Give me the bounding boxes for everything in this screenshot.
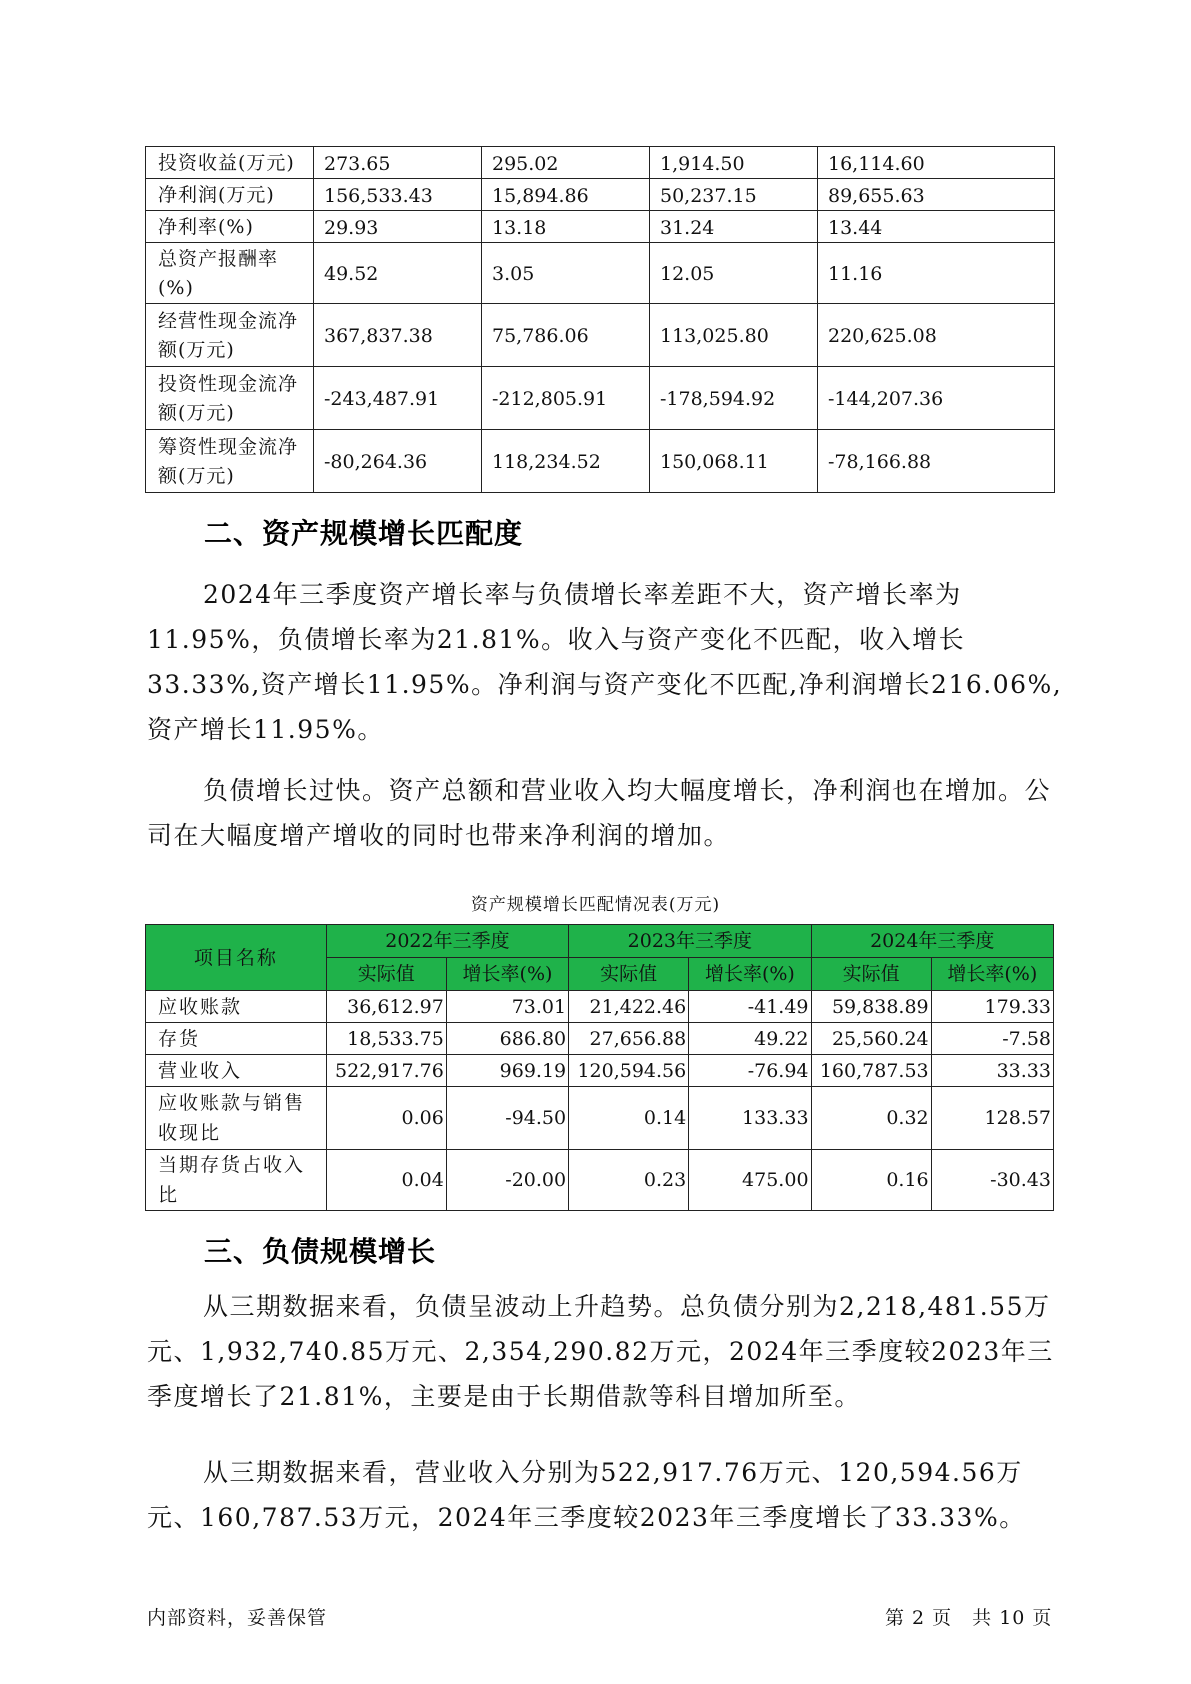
table-row: [146, 367, 1055, 430]
cell-value: 220,625.08: [818, 304, 1055, 367]
cell-value: 0.16: [811, 1150, 931, 1211]
cell-value: 13.44: [818, 211, 1055, 243]
table-row: [146, 211, 1055, 243]
header-item-name: 项目名称: [146, 925, 327, 991]
cell-value: 179.33: [931, 991, 1053, 1023]
subheader-growth: 增长率(%): [689, 958, 811, 991]
cell-value: 13.18: [482, 211, 650, 243]
table-row: [146, 243, 1055, 304]
subheader-actual: 实际值: [569, 958, 689, 991]
section-heading-asset-growth: 二、资产规模增长匹配度: [204, 517, 524, 550]
debt-growth-paragraph-2: 从三期数据来看，营业收入分别为522,917.76万元、120,594.56万元、160,787.53万元，2024年三季度较2023年三季度增长了33.33%。: [147, 1458, 1026, 1532]
cell-value: -41.49: [689, 991, 811, 1023]
cell-value: -30.43: [931, 1150, 1053, 1211]
cell-value: 273.65: [314, 147, 482, 179]
subheader-growth: 增长率(%): [446, 958, 568, 991]
cell-value: 522,917.76: [326, 1055, 446, 1087]
row-label: 投资性现金流净额(万元): [146, 367, 314, 430]
footer-confidential-note: 内部资料，妥善保管: [147, 1607, 328, 1629]
cell-value: 49.52: [314, 243, 482, 304]
cell-value: -94.50: [446, 1087, 568, 1150]
cell-value: 150,068.11: [650, 430, 818, 493]
cell-value: 75,786.06: [482, 304, 650, 367]
cell-value: 33.33: [931, 1055, 1053, 1087]
cell-value: 25,560.24: [811, 1023, 931, 1055]
header-period-2024: 2024年三季度: [811, 925, 1053, 958]
subheader-actual: 实际值: [326, 958, 446, 991]
row-label: 存货: [146, 1023, 327, 1055]
cell-value: -178,594.92: [650, 367, 818, 430]
cell-value: 118,234.52: [482, 430, 650, 493]
cell-value: 367,837.38: [314, 304, 482, 367]
cell-value: -212,805.91: [482, 367, 650, 430]
cell-value: 21,422.46: [569, 991, 689, 1023]
cell-value: -20.00: [446, 1150, 568, 1211]
cell-value: 50,237.15: [650, 179, 818, 211]
cell-value: 686.80: [446, 1023, 568, 1055]
subheader-actual: 实际值: [811, 958, 931, 991]
cell-value: -78,166.88: [818, 430, 1055, 493]
cell-value: -144,207.36: [818, 367, 1055, 430]
row-label: 经营性现金流净额(万元): [146, 304, 314, 367]
cell-value: -80,264.36: [314, 430, 482, 493]
cell-value: 11.16: [818, 243, 1055, 304]
table-row: [146, 991, 1054, 1023]
cell-value: 0.23: [569, 1150, 689, 1211]
cell-value: -76.94: [689, 1055, 811, 1087]
asset-growth-paragraph-1: 2024年三季度资产增长率与负债增长率差距不大，资产增长率为11.95%，负债增长率为21.81%。收入与资产变化不匹配，收入增长33.33%,资产增长11.95%。净利润与资产变化不匹配,净利润增长216.06%,资产增长11.95%。: [147, 580, 1063, 744]
cell-value: 113,025.80: [650, 304, 818, 367]
row-label: 净利润(万元): [146, 179, 314, 211]
row-label: 营业收入: [146, 1055, 327, 1087]
cell-value: 120,594.56: [569, 1055, 689, 1087]
cell-value: 0.32: [811, 1087, 931, 1150]
cell-value: 969.19: [446, 1055, 568, 1087]
cell-value: 15,894.86: [482, 179, 650, 211]
cell-value: 475.00: [689, 1150, 811, 1211]
table-caption: 资产规模增长匹配情况表(万元): [470, 895, 721, 915]
section-heading-debt-growth: 三、负债规模增长: [204, 1235, 437, 1268]
cell-value: 16,114.60: [818, 147, 1055, 179]
row-label: 筹资性现金流净额(万元): [146, 430, 314, 493]
cell-value: 31.24: [650, 211, 818, 243]
debt-growth-paragraph-1: 从三期数据来看，负债呈波动上升趋势。总负债分别为2,218,481.55万元、1,932,740.85万元、2,354,290.82万元，2024年三季度较2023年三季度增长了21.81%，主要是由于长期借款等科目增加所至。: [147, 1292, 1054, 1411]
row-label: 总资产报酬率(%): [146, 243, 314, 304]
cell-value: 36,612.97: [326, 991, 446, 1023]
cell-value: 0.06: [326, 1087, 446, 1150]
cell-value: 128.57: [931, 1087, 1053, 1150]
cell-value: 29.93: [314, 211, 482, 243]
table-row: [146, 304, 1055, 367]
cell-value: 73.01: [446, 991, 568, 1023]
cell-value: 156,533.43: [314, 179, 482, 211]
cell-value: 12.05: [650, 243, 818, 304]
cell-value: 89,655.63: [818, 179, 1055, 211]
subheader-growth: 增长率(%): [931, 958, 1053, 991]
cell-value: 18,533.75: [326, 1023, 446, 1055]
cell-value: -243,487.91: [314, 367, 482, 430]
table-row: [146, 1087, 1054, 1150]
cell-value: 133.33: [689, 1087, 811, 1150]
footer-page-number: 第 2 页 共 10 页: [885, 1607, 1053, 1629]
row-label: 应收账款: [146, 991, 327, 1023]
header-period-2023: 2023年三季度: [569, 925, 811, 958]
cell-value: 27,656.88: [569, 1023, 689, 1055]
financial-metrics-table: [145, 146, 1055, 493]
table-row: [146, 179, 1055, 211]
row-label: 应收账款与销售收现比: [146, 1087, 327, 1150]
cell-value: 3.05: [482, 243, 650, 304]
table-row: [146, 147, 1055, 179]
row-label: 当期存货占收入比: [146, 1150, 327, 1211]
row-label: 净利率(%): [146, 211, 314, 243]
table-row: [146, 1023, 1054, 1055]
header-period-2022: 2022年三季度: [326, 925, 568, 958]
table-row: [146, 1150, 1054, 1211]
table-row: [146, 430, 1055, 493]
cell-value: 59,838.89: [811, 991, 931, 1023]
asset-growth-paragraph-2: 负债增长过快。资产总额和营业收入均大幅度增长，净利润也在增加。公司在大幅度增产增收的同时也带来净利润的增加。: [147, 776, 1052, 850]
cell-value: 49.22: [689, 1023, 811, 1055]
table-row: [146, 1055, 1054, 1087]
cell-value: 0.14: [569, 1087, 689, 1150]
cell-value: 295.02: [482, 147, 650, 179]
cell-value: 0.04: [326, 1150, 446, 1211]
row-label: 投资收益(万元): [146, 147, 314, 179]
cell-value: -7.58: [931, 1023, 1053, 1055]
cell-value: 1,914.50: [650, 147, 818, 179]
cell-value: 160,787.53: [811, 1055, 931, 1087]
asset-growth-match-table: [145, 924, 1054, 1211]
